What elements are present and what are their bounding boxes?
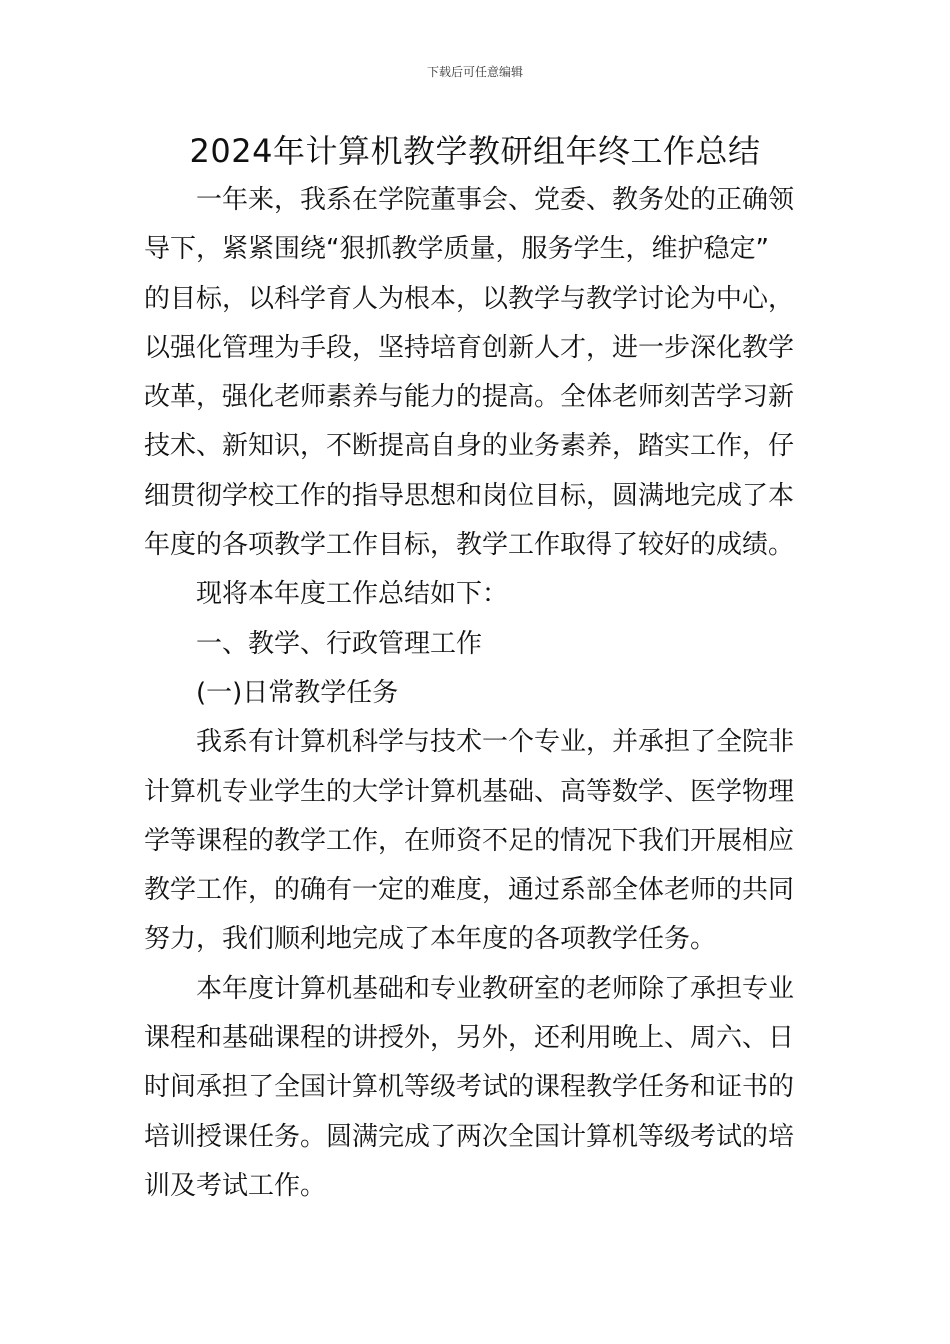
body-line: 时间承担了全国计算机等级考试的课程教学任务和证书的 bbox=[144, 1072, 795, 1103]
body-line: 导下，紧紧围绕“狠抓教学质量，服务学生，维护稳定” bbox=[144, 234, 769, 265]
body-line: 培训授课任务。圆满完成了两次全国计算机等级考试的培 bbox=[144, 1121, 795, 1152]
header-note: 下载后可任意编辑 bbox=[426, 65, 523, 79]
body-line: 努力，我们顺利地完成了本年度的各项教学任务。 bbox=[144, 924, 717, 955]
body-line: 我系有计算机科学与技术一个专业，并承担了全院非 bbox=[196, 727, 795, 758]
body-line: 计算机专业学生的大学计算机基础、高等数学、医学物理 bbox=[144, 776, 795, 807]
section-heading: 一、教学、行政管理工作 bbox=[196, 628, 483, 659]
body-line: 课程和基础课程的讲授外，另外，还利用晚上、周六、日 bbox=[144, 1023, 795, 1054]
body-line: 现将本年度工作总结如下： bbox=[196, 579, 509, 610]
body-line: 技术、新知识，不断提高自身的业务素养，踏实工作，仔 bbox=[144, 431, 795, 462]
body-line: 细贯彻学校工作的指导思想和岗位目标，圆满地完成了本 bbox=[144, 480, 795, 511]
body-line: 的目标，以科学育人为根本，以教学与教学讨论为中心， bbox=[144, 283, 795, 314]
subsection-heading: (一)日常教学任务 bbox=[196, 677, 399, 708]
body-line: 学等课程的教学工作，在师资不足的情况下我们开展相应 bbox=[144, 825, 795, 856]
document-title: 2024年计算机教学教研组年终工作总结 bbox=[189, 132, 761, 170]
body-line: 年度的各项教学工作目标，教学工作取得了较好的成绩。 bbox=[144, 530, 795, 561]
body-line: 训及考试工作。 bbox=[144, 1170, 327, 1201]
body-line: 以强化管理为手段，坚持培育创新人才，进一步深化教学 bbox=[144, 332, 795, 363]
body-line: 一年来，我系在学院董事会、党委、教务处的正确领 bbox=[196, 185, 795, 215]
body-line: 本年度计算机基础和专业教研室的老师除了承担专业 bbox=[196, 973, 795, 1004]
body-line: 教学工作，的确有一定的难度，通过系部全体老师的共同 bbox=[144, 875, 795, 906]
document-body bbox=[144, 176, 806, 1211]
body-line: 改革，强化老师素养与能力的提高。全体老师刻苦学习新 bbox=[144, 382, 795, 413]
